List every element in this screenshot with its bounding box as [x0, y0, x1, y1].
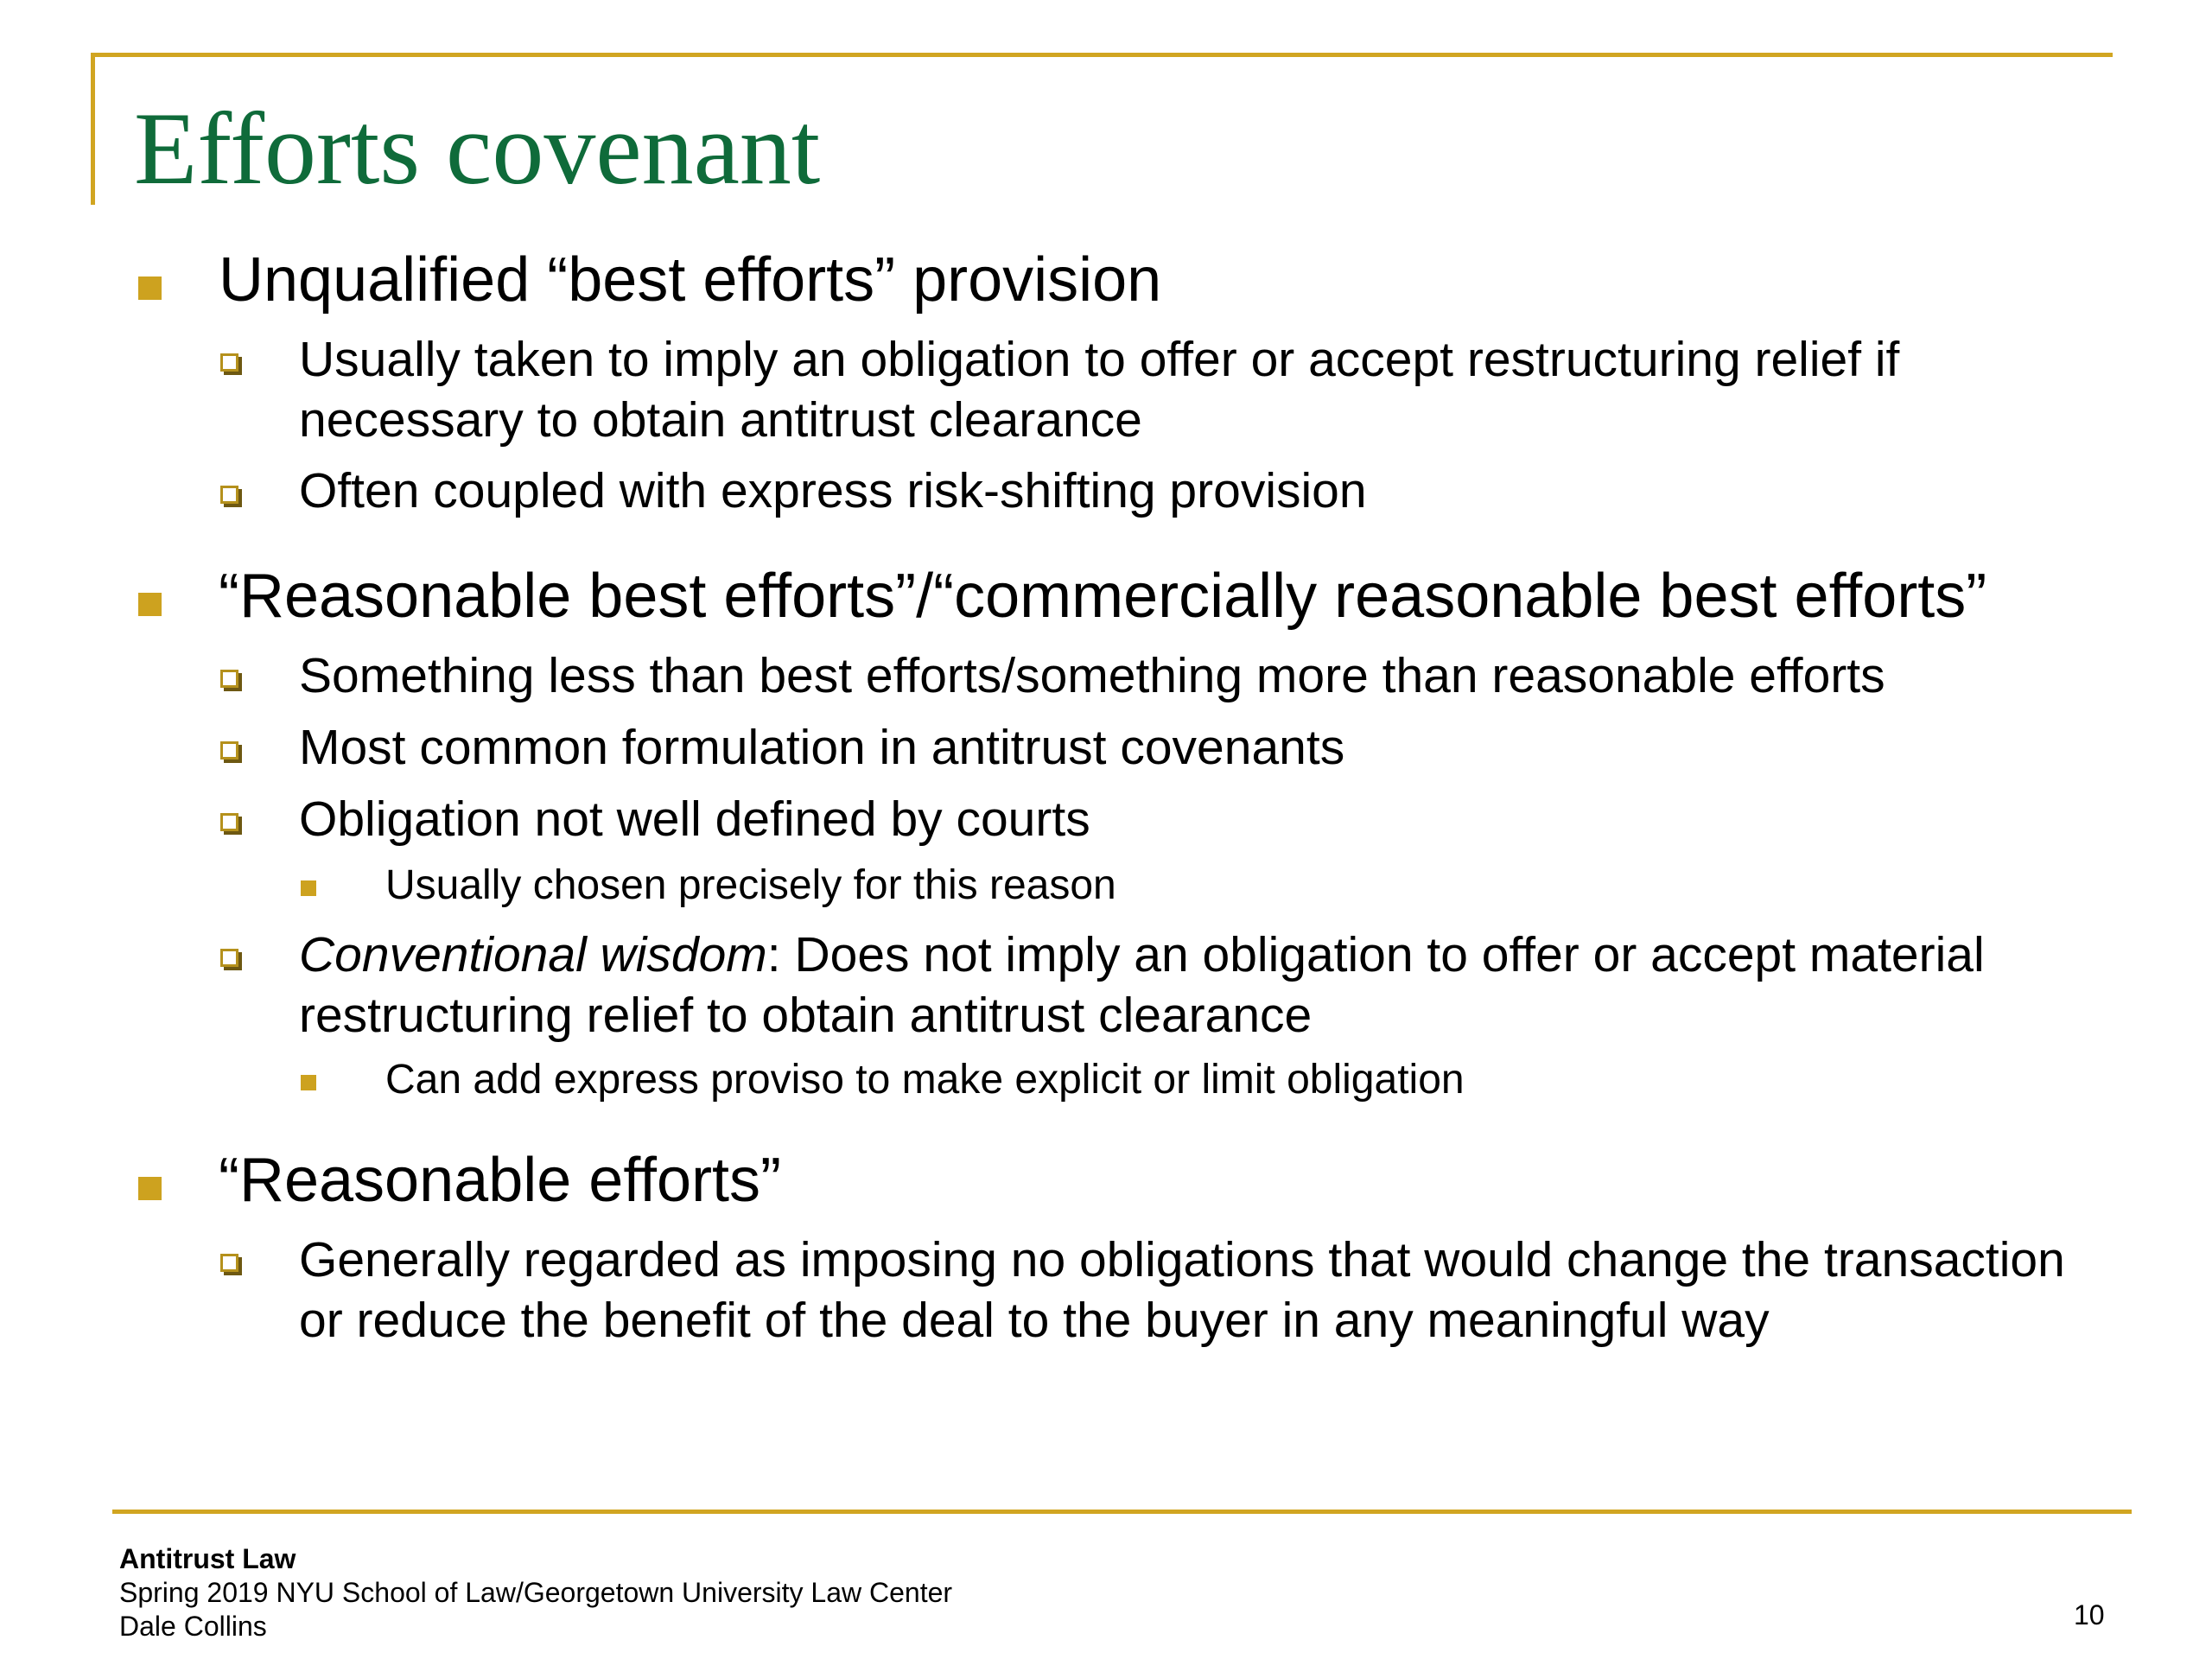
small-square-bullet-icon [301, 1075, 316, 1090]
hollow-square-bullet-icon [220, 670, 238, 688]
footer-course: Antitrust Law [119, 1543, 296, 1574]
italic-lead: Conventional wisdom [299, 927, 767, 982]
bullet-level-2-line: necessary to obtain antitrust clearance [299, 392, 1142, 448]
bullet-level-1: “Reasonable efforts” [219, 1146, 782, 1215]
bullet-level-2: Most common formulation in antitrust covenants [299, 720, 1345, 775]
bullet-level-3: Usually chosen precisely for this reason [385, 862, 1116, 908]
bullet-level-2-line: or reduce the benefit of the deal to the buyer in any meaningful way [299, 1293, 1770, 1348]
slide-title: Efforts covenant [134, 91, 821, 206]
bullet-level-1: Unqualified “best efforts” provision [219, 245, 1162, 315]
bullet-level-2-text: : Does not imply an obligation to offer or accept material [766, 927, 1985, 982]
bullet-level-2: Obligation not well defined by courts [299, 791, 1090, 847]
hollow-square-bullet-icon [220, 741, 238, 760]
bullet-level-1: “Reasonable best efforts”/“commercially reasonable best efforts” [219, 562, 1987, 631]
footer-author: Dale Collins [119, 1611, 267, 1642]
bullet-level-3: Can add express proviso to make explicit or limit obligation [385, 1057, 1465, 1103]
bullet-level-2: Something less than best efforts/something more than reasonable efforts [299, 648, 1885, 703]
bottom-rule [112, 1510, 2132, 1514]
page-number: 10 [2074, 1599, 2105, 1630]
bullet-level-2-line: Usually taken to imply an obligation to offer or accept restructuring relief if [299, 332, 1900, 387]
hollow-square-bullet-icon [220, 353, 238, 372]
square-bullet-icon [138, 276, 162, 300]
bullet-level-2-line: restructuring relief to obtain antitrust clearance [299, 988, 1313, 1043]
hollow-square-bullet-icon [220, 1254, 238, 1272]
hollow-square-bullet-icon [220, 949, 238, 967]
footer [119, 1542, 952, 1643]
hollow-square-bullet-icon [220, 813, 238, 831]
hollow-square-bullet-icon [220, 486, 238, 504]
bullet-level-2: Often coupled with express risk-shifting provision [299, 463, 1367, 518]
square-bullet-icon [138, 593, 162, 616]
footer-term: Spring 2019 NYU School of Law/Georgetown University Law Center [119, 1577, 953, 1608]
small-square-bullet-icon [301, 880, 316, 896]
square-bullet-icon [138, 1177, 162, 1200]
bullet-level-2-line [299, 925, 1985, 985]
bullet-level-2-line: Generally regarded as imposing no obligations that would change the transaction [299, 1232, 2065, 1287]
